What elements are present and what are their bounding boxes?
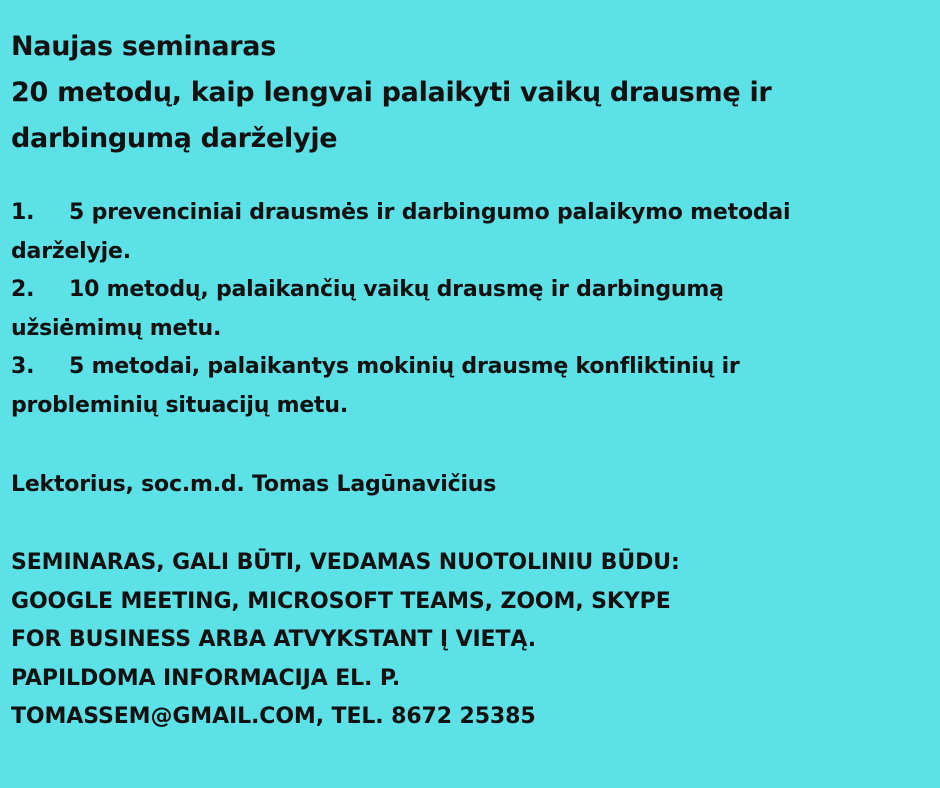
list-item-text: 5 metodai, palaikantys mokinių drausmę konfliktinių ir (69, 354, 740, 379)
info-line-5: TOMASSEM@GMAIL.COM, TEL. 8672 25385 (11, 704, 536, 729)
list-item (11, 194, 790, 271)
contact-info (11, 544, 680, 737)
list-item-number: 3. (11, 354, 35, 379)
list-item-text: 5 prevenciniai drausmės ir darbingumo palaikymo metodai (69, 200, 791, 225)
list-item-text-continued: užsiėmimų metu. (11, 315, 222, 341)
methods-list (11, 194, 790, 425)
list-item-number: 2. (11, 277, 35, 302)
info-line-1: SEMINARAS, GALI BŪTI, VEDAMAS NUOTOLINIU BŪDU: (11, 550, 680, 575)
seminar-poster (11, 0, 931, 788)
list-item (11, 271, 790, 348)
seminar-title (11, 24, 771, 162)
info-line-2: GOOGLE MEETING, MICROSOFT TEAMS, ZOOM, SKYPE (11, 588, 671, 614)
title-line-2: 20 metodų, kaip lengvai palaikyti vaikų drausmę ir (11, 77, 772, 108)
info-line-3: FOR BUSINESS ARBA ATVYKSTANT Į VIETĄ. (11, 627, 536, 652)
info-line-4: PAPILDOMA INFORMACIJA EL. P. (11, 665, 401, 691)
title-line-1: Naujas seminaras (11, 31, 277, 62)
list-item-text: 10 metodų, palaikančių vaikų drausmę ir darbingumą (69, 277, 724, 302)
lecturer-line: Lektorius, soc.m.d. Tomas Lagūnavičius (11, 472, 497, 497)
list-item-text-continued: probleminių situacijų metu. (11, 392, 348, 418)
list-item-number: 1. (11, 200, 35, 225)
list-item-text-continued: darželyje. (11, 238, 131, 264)
title-line-3: darbingumą darželyje (11, 123, 338, 154)
list-item (11, 348, 790, 425)
